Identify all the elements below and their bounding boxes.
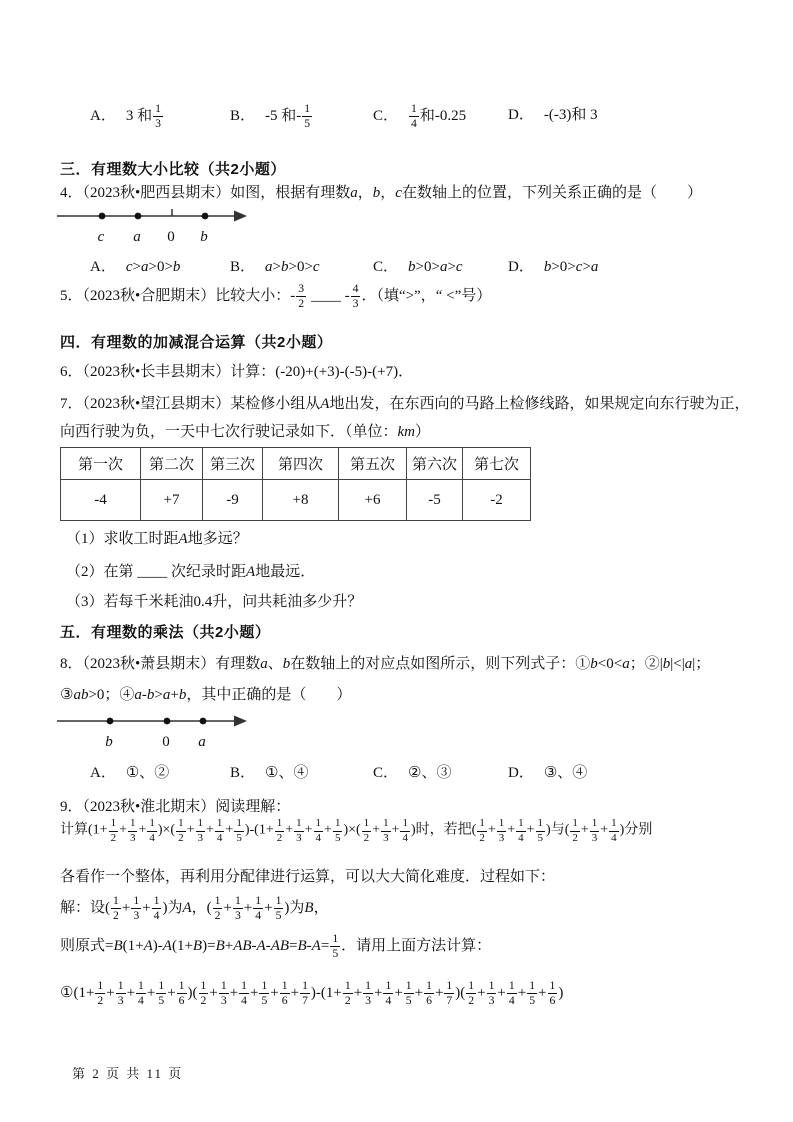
option-label: D． [508, 259, 534, 275]
numberline-label-b: b [200, 229, 208, 245]
option-label: D． [508, 107, 534, 123]
q3-option-b [230, 103, 313, 131]
numberline-label-c: c [97, 229, 105, 245]
q4-numberline-figure [57, 202, 257, 248]
q7-sub3: （3）若每千米耗油0.4升，问共耗油多少升？ [66, 594, 363, 610]
numberline-label-a: a [133, 229, 141, 245]
option-value: ①、④ [265, 765, 309, 781]
numberline-label-0: 0 [162, 734, 170, 750]
point-c-dot [99, 213, 106, 220]
q7-trip-table [60, 447, 531, 521]
option-value: -5 和- $\frac{1}{5}$ [265, 102, 311, 131]
table-value-cell: -9 [203, 480, 263, 521]
table-header-cell: 第四次 [263, 448, 339, 480]
table-header-cell: 第一次 [61, 448, 141, 480]
option-label: B． [230, 765, 256, 781]
section-3-heading: 三．有理数大小比较（共2小题） [60, 161, 286, 178]
q5-text: 5．（2023秋•合肥期末）比较大小：- $\frac{3}{2}$ ____ - $\frac{4}{3}$ ．（填“>”，“ <”号） [60, 282, 492, 311]
q3-option-a [90, 103, 164, 131]
table-value-cell: -2 [463, 480, 531, 521]
table-value-cell: +7 [141, 480, 203, 521]
q6-text: 6．（2023秋•长丰县期末）计算：(-20)+(+3)-(-5)-(+7)． [60, 364, 414, 380]
q4-option-d [508, 255, 598, 276]
option-value: b>0>c>a [543, 259, 599, 275]
q3-option-d [508, 103, 598, 124]
q3-option-c [373, 103, 466, 131]
q8-text-line1: 8．（2023秋•萧县期末）有理数a、b在数轴上的对应点如图所示，则下列式子：①b<0<a；②|b|<|a|； [60, 656, 711, 672]
q7-text-line1: 7．（2023秋•望江县期末）某检修小组从A地出发，在东西向的马路上检修线路，如果规定向东行驶为正， [60, 396, 750, 412]
option-label: D． [508, 765, 534, 781]
q4-text: 4．（2023秋•肥西县期末）如图，根据有理数a，b，c在数轴上的位置，下列关系正确的是（ ） [60, 185, 702, 201]
option-value: 3 和 $\frac{1}{3}$ [125, 102, 161, 131]
q7-text-line2: 向西行驶为负，一天中七次行驶记录如下．（单位：km） [60, 424, 431, 440]
option-label: A． [90, 259, 116, 275]
q9-head: 9．（2023秋•淮北期末）阅读理解： [60, 799, 291, 815]
q9-exercise-item1: ①(1+ $\frac{1}{2}$ + $\frac{1}{3}$ + $\frac{1}{4}$ + $\frac{1}{5}$ + $\frac{1}{6}$ )( $\frac{1}{2}$ + $\frac{1}{3}$ + $\frac{1}{4}$ + $\frac{1}{5}$ + $\frac{1}{6}$ + $\frac{1}{7}$ )-(1+ $\frac{1}{2}$ + $\frac{1}{3}$ + $\frac{1}{4}$ + $\frac{1}{5}$ + $\frac{1}{6}$ + $\frac{1}{7}$ )( $\frac{1}{2}$ + $\frac{1}{3}$ + $\frac{1}{4}$ + $\frac{1}{5}$ + $\frac{1}{6}$ ) [60, 979, 564, 1008]
table-header-row [61, 448, 531, 480]
numberline-label-0: 0 [167, 229, 175, 245]
point-a-dot [200, 718, 207, 725]
table-header-cell: 第三次 [203, 448, 263, 480]
numberline-label-a: a [198, 734, 206, 750]
section-5-heading: 五．有理数的乘法（共2小题） [60, 624, 271, 641]
option-value: ②、③ [408, 765, 452, 781]
q8-option-d [508, 761, 587, 782]
section-4-heading: 四．有理数的加减混合运算（共2小题） [60, 334, 333, 351]
q8-option-b [230, 761, 308, 782]
option-label: B． [230, 108, 256, 125]
q9-formula-line1: 计算(1+ $\frac{1}{2}$ + $\frac{1}{3}$ + $\frac{1}{4}$ )×( $\frac{1}{2}$ + $\frac{1}{3}$ + $\frac{1}{4}$ + $\frac{1}{5}$ )-(1+ $\frac{1}{2}$ + $\frac{1}{3}$ + $\frac{1}{4}$ + $\frac{1}{5}$ )×( $\frac{1}{2}$ + $\frac{1}{3}$ + $\frac{1}{4}$ )时，若把( $\frac{1}{2}$ + $\frac{1}{3}$ + $\frac{1}{4}$ + $\frac{1}{5}$ )与( $\frac{1}{2}$ + $\frac{1}{3}$ + $\frac{1}{4}$ )分别 [60, 817, 653, 844]
q9-solution-line: 解：设( $\frac{1}{2}$ + $\frac{1}{3}$ + $\frac{1}{4}$ )为A，( $\frac{1}{2}$ + $\frac{1}{3}$ + $\frac{1}{4}$ + $\frac{1}{5}$ )为B， [60, 894, 329, 923]
option-label: A． [90, 765, 116, 781]
q8-option-a [90, 761, 169, 782]
point-0-dot [164, 718, 171, 725]
option-label: A． [90, 108, 116, 125]
q4-option-c [373, 255, 463, 276]
option-value: -(-3)和 3 [543, 107, 598, 123]
option-value: ③、④ [543, 765, 588, 781]
q7-sub2: （2）在第 ____ 次纪录时距A地最远． [66, 564, 316, 580]
arrow-right-icon [234, 211, 247, 222]
numberline-label-b: b [105, 734, 113, 750]
table-header-cell: 第六次 [407, 448, 463, 480]
point-b-dot [202, 213, 209, 220]
table-header-cell: 第二次 [141, 448, 203, 480]
option-value: b>0>a>c [408, 259, 463, 275]
option-value: a>b>0>c [265, 259, 320, 275]
table-value-row [61, 480, 531, 521]
option-label: C． [373, 259, 399, 275]
option-label: C． [373, 765, 399, 781]
table-value-cell: +6 [339, 480, 407, 521]
point-b-dot [107, 718, 114, 725]
q8-text-line2: ③ab>0；④a-b>a+b，其中正确的是（ ） [60, 687, 352, 703]
table-value-cell: -5 [407, 480, 463, 521]
page-footer: 第 2 页 共 11 页 [72, 1066, 184, 1081]
q4-option-b [230, 255, 320, 276]
point-a-dot [135, 213, 142, 220]
q8-numberline-figure [57, 707, 257, 753]
option-value: c>a>0>b [125, 259, 181, 275]
q7-sub1: （1）求收工时距A地多远？ [66, 531, 248, 547]
option-value: ①、② [125, 765, 170, 781]
option-label: C． [373, 108, 399, 125]
table-header-cell: 第五次 [339, 448, 407, 480]
option-value: $\frac{1}{4}$ 和-0.25 [411, 102, 467, 131]
q4-option-a [90, 255, 180, 276]
arrow-right-icon [234, 716, 247, 727]
table-value-cell: +8 [263, 480, 339, 521]
q9-derivation-line: 则原式=B(1+A)-A(1+B)=B+AB-A-AB=B-A= $\frac{1}{5}$ ．请用上面方法计算： [60, 932, 492, 961]
q9-text-line2: 各看作一个整体，再利用分配律进行运算，可以大大简化难度．过程如下： [60, 869, 556, 885]
table-header-cell: 第七次 [463, 448, 531, 480]
table-value-cell: -4 [61, 480, 141, 521]
q8-option-c [373, 761, 451, 782]
option-label: B． [230, 259, 256, 275]
